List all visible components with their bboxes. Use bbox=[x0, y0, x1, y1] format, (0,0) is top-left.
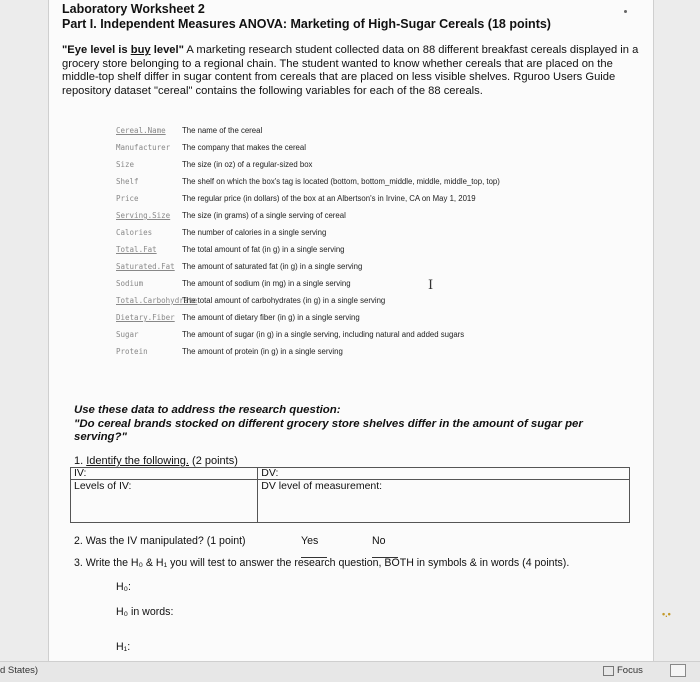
side-indicator-icon: •.• bbox=[662, 609, 671, 619]
iv-label: IV: bbox=[74, 467, 87, 479]
no-label: No bbox=[372, 535, 386, 547]
variable-desc: The size (in grams) of a single serving of cereal bbox=[182, 211, 346, 220]
variable-desc: The total amount of carbohydrates (in g) in a single serving bbox=[182, 296, 386, 305]
page-marker-dot bbox=[624, 10, 627, 13]
variable-desc: The amount of dietary fiber (in g) in a single serving bbox=[182, 313, 360, 322]
focus-icon bbox=[603, 666, 614, 676]
status-bar bbox=[0, 661, 700, 682]
task-2-text: 2. Was the IV manipulated? (1 point) bbox=[74, 535, 246, 547]
variable-desc: The amount of sodium (in mg) in a single serving bbox=[182, 279, 351, 288]
worksheet-title: Laboratory Worksheet 2 bbox=[62, 2, 205, 16]
dv-measure-cell[interactable] bbox=[258, 480, 630, 523]
h1-label[interactable]: H₁: bbox=[116, 641, 131, 653]
variable-name: Dietary.Fiber bbox=[116, 313, 175, 322]
task-1-points: (2 points) bbox=[188, 455, 238, 467]
variable-name: Sodium bbox=[116, 279, 144, 288]
h0-label[interactable]: H₀: bbox=[116, 581, 131, 593]
dv-measure-label: DV level of measurement: bbox=[261, 480, 383, 492]
research-question bbox=[74, 404, 634, 445]
variable-name: Protein bbox=[116, 347, 148, 356]
variable-desc: The company that makes the cereal bbox=[182, 143, 306, 152]
iv-levels-cell[interactable] bbox=[71, 480, 258, 523]
variable-name: Serving.Size bbox=[116, 211, 171, 220]
research-question-text: "Do cereal brands stocked on different grocery store shelves differ in the amount of sugar per serving?" bbox=[74, 417, 583, 444]
variable-name: Total.Carbohydrate bbox=[116, 296, 198, 305]
variable-desc: The size (in oz) of a regular-sized box bbox=[182, 160, 313, 169]
intro-paragraph bbox=[62, 44, 640, 98]
task-1-heading bbox=[74, 455, 238, 467]
print-layout-icon[interactable] bbox=[670, 664, 686, 677]
variable-name: Cereal.Name bbox=[116, 126, 166, 135]
variable-name: Calories bbox=[116, 228, 153, 237]
variable-name: Saturated.Fat bbox=[116, 262, 175, 271]
task-2 bbox=[74, 535, 386, 547]
variable-name: Shelf bbox=[116, 177, 139, 186]
task-1-underlined: Identify the following. bbox=[86, 455, 189, 467]
quote-start: "Eye level is bbox=[62, 44, 131, 56]
variable-desc: The name of the cereal bbox=[182, 126, 263, 135]
variable-name: Size bbox=[116, 160, 135, 169]
part-title: Part I. Independent Measures ANOVA: Marketing of High-Sugar Cereals (18 points) bbox=[62, 17, 551, 31]
language-status[interactable]: d States) bbox=[0, 665, 39, 676]
quote-buy: buy bbox=[130, 44, 151, 56]
task-1-number: 1. bbox=[74, 455, 87, 467]
intro-body: A marketing research student collected data on 88 different breakfast cereals displayed in a grocery store belonging to a regional chain. The student wanted to know whether cereals that are placed on the middle-top shelf differ in sugar content from cereals that are placed on less visible shelves. Rguroo Users Guide repository dataset "cereal" contains the following variables for each of the 88 cereals. bbox=[62, 44, 639, 97]
variable-desc: The amount of protein (in g) in a single serving bbox=[182, 347, 343, 356]
variable-name: Manufacturer bbox=[116, 143, 171, 152]
research-question-lead: Use these data to address the research question: bbox=[74, 404, 341, 416]
iv-levels-label: Levels of IV: bbox=[74, 480, 132, 492]
dv-label: DV: bbox=[261, 467, 279, 479]
task-3-text: 3. Write the H₀ & H₁ you will test to answer the research question, BOTH in symbols & in words (4 points). bbox=[74, 557, 570, 569]
iv-cell[interactable] bbox=[71, 468, 258, 480]
variable-name: Price bbox=[116, 194, 139, 203]
text-cursor-icon: I bbox=[428, 278, 434, 293]
variable-desc: The shelf on which the box's tag is located (bottom, bottom_middle, middle, middle_top, top) bbox=[182, 177, 500, 186]
iv-dv-table bbox=[70, 467, 630, 523]
focus-button[interactable] bbox=[603, 665, 643, 676]
yes-label: Yes bbox=[301, 535, 319, 547]
quote-end: level" bbox=[150, 44, 184, 56]
focus-label: Focus bbox=[617, 665, 643, 676]
variable-desc: The amount of saturated fat (in g) in a single serving bbox=[182, 262, 363, 271]
variable-name: Total.Fat bbox=[116, 245, 157, 254]
worksheet-header bbox=[62, 2, 551, 32]
variable-name: Sugar bbox=[116, 330, 139, 339]
variable-desc: The number of calories in a single serving bbox=[182, 228, 327, 237]
h0-words-label[interactable]: H₀ in words: bbox=[116, 606, 174, 618]
variable-desc: The regular price (in dollars) of the box at an Albertson's in Irvine, CA on May 1, 2019 bbox=[182, 194, 476, 203]
variable-desc: The amount of sugar (in g) in a single serving, including natural and added sugars bbox=[182, 330, 465, 339]
dv-cell[interactable] bbox=[258, 468, 630, 480]
variable-desc: The total amount of fat (in g) in a single serving bbox=[182, 245, 345, 254]
